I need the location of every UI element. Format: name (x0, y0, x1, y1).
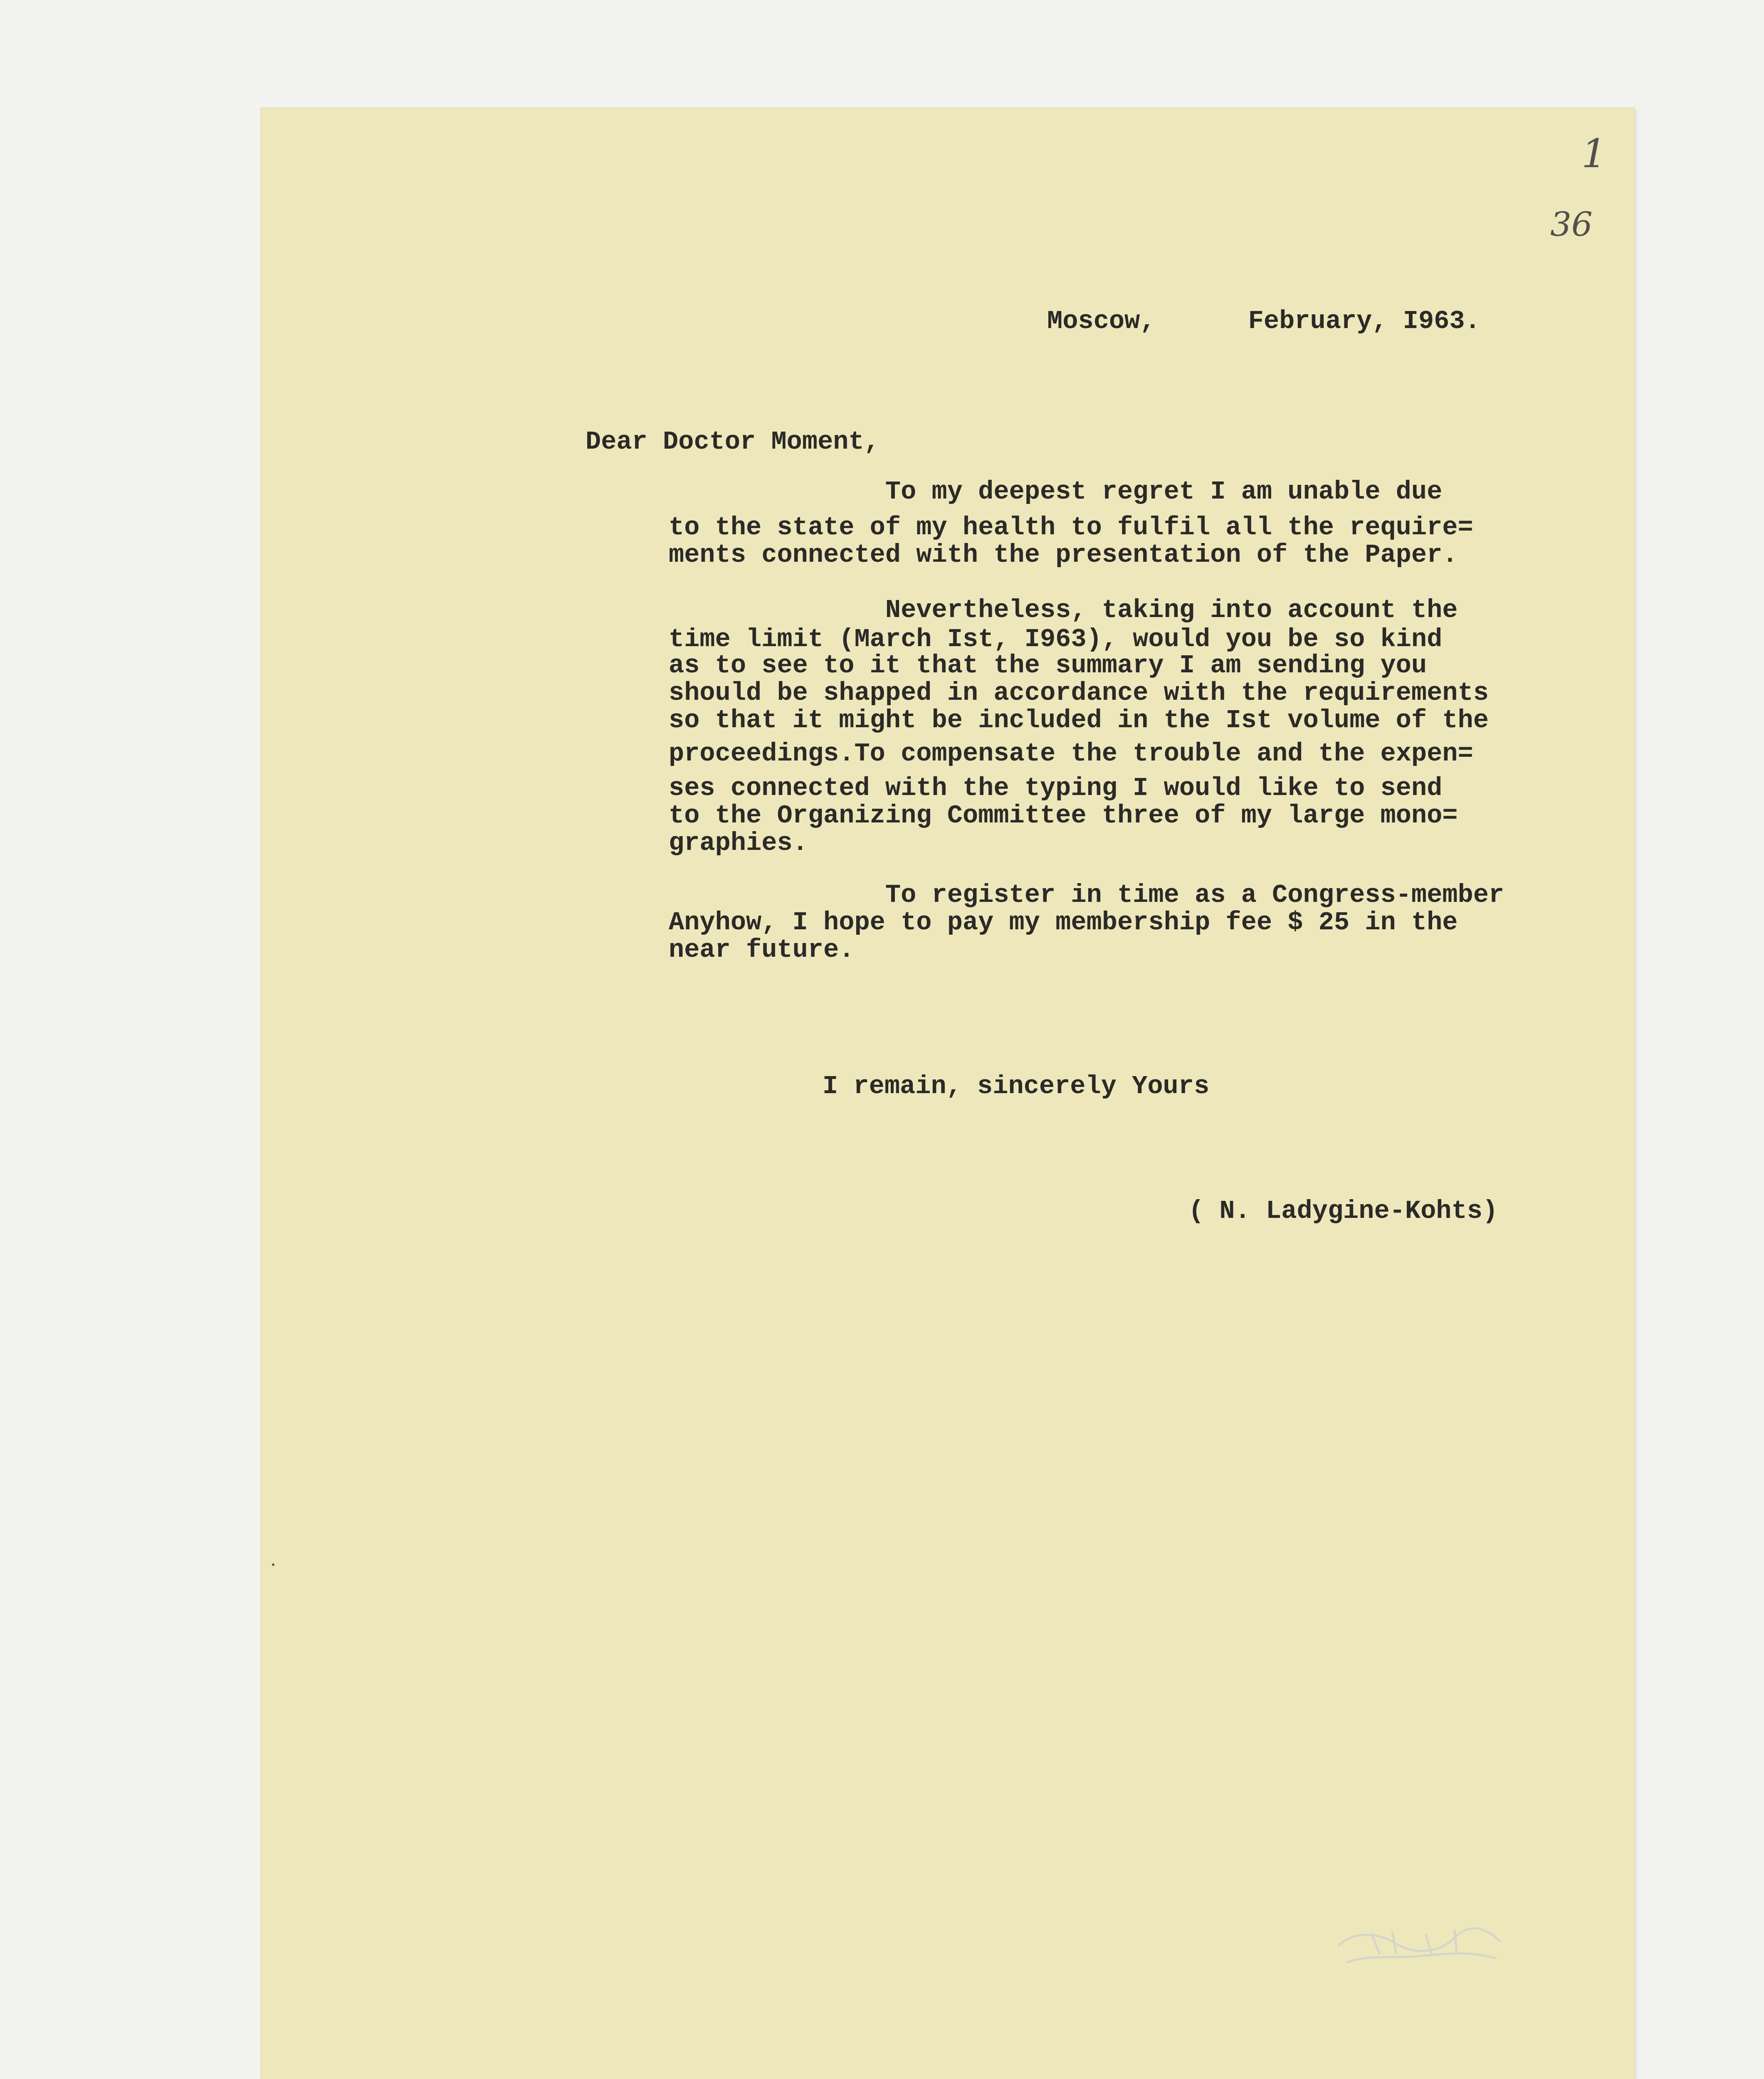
body-line: near future. (669, 935, 855, 965)
handwritten-folio-mark: 1 (1581, 131, 1607, 177)
paper-speck (272, 1563, 274, 1566)
body-line: so that it might be included in the Ist volume of the (669, 706, 1489, 735)
body-line: to the Organizing Committee three of my large mono= (669, 801, 1458, 830)
body-line: Nevertheless, taking into account the (669, 595, 1458, 625)
body-line: To register in time as a Congress-member (669, 880, 1505, 910)
handwritten-page-number: 36 (1550, 205, 1593, 244)
body-line: as to see to it that the summary I am sending you (669, 651, 1427, 680)
body-line: ments connected with the presentation of the Paper. (669, 540, 1458, 570)
body-line: time limit (March Ist, I963), would you be so kind (669, 625, 1443, 654)
body-line: graphies. (669, 828, 808, 858)
body-line: Anyhow, I hope to pay my membership fee $ 25 in the (669, 908, 1458, 937)
body-line: to the state of my health to fulfil all the require= (669, 513, 1473, 542)
letter-closing: I remain, sincerely Yours (823, 1072, 1210, 1101)
body-line: To my deepest regret I am unable due (669, 477, 1443, 506)
body-line: ses connected with the typing I would like to send (669, 773, 1443, 803)
letter-header-place-date: Moscow, February, I963. (1047, 306, 1480, 336)
letter-salutation: Dear Doctor Moment, (586, 427, 880, 457)
letter-signature: ( N. Ladygine-Kohts) (1188, 1196, 1498, 1226)
letter-sheet (261, 108, 1634, 2079)
faint-archive-stamp (1330, 1904, 1509, 1979)
body-line: proceedings.To compensate the trouble and the expen= (669, 739, 1473, 768)
body-line: should be shapped in accordance with the requirements (669, 678, 1489, 708)
